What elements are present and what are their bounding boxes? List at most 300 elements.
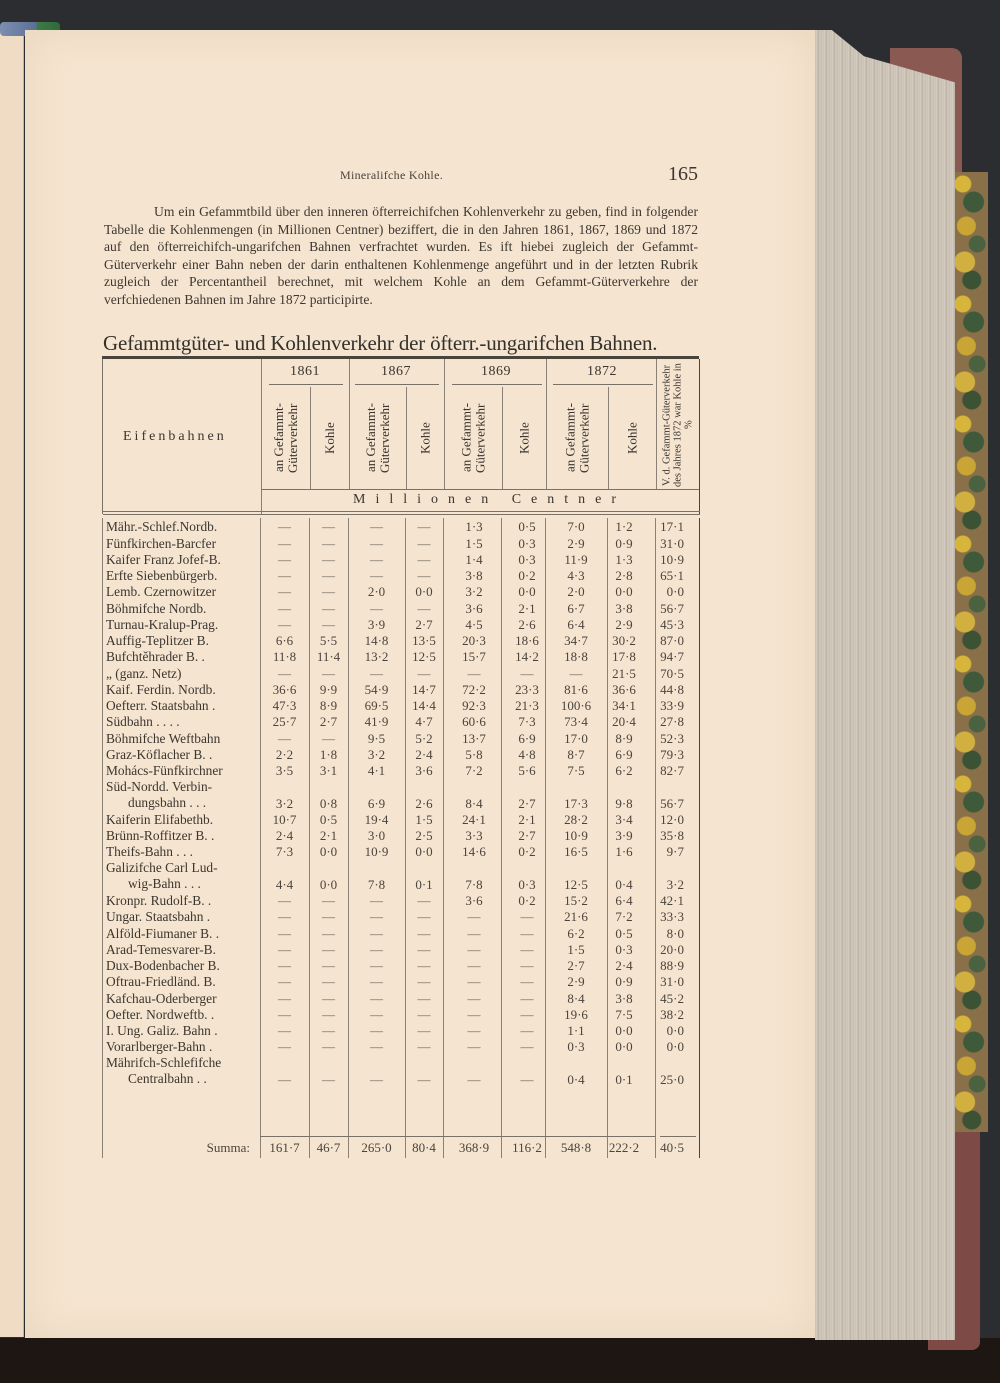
value-cell: 25·0 (660, 1071, 684, 1087)
value-cell: 31·0 (660, 974, 684, 990)
value-cell: 5·6 (518, 763, 536, 778)
value-cell: — (278, 925, 291, 941)
value-cell: 0·0 (615, 584, 633, 600)
value-cell: — (322, 990, 335, 1006)
railway-name-line1: Süd-Nordd. Verbin- (106, 778, 213, 794)
value-cell: 72·2 (462, 681, 486, 697)
summa-value: 548·8 (560, 1140, 592, 1155)
value-cell: 20·3 (462, 633, 486, 648)
value-cell: 69·5 (364, 698, 389, 713)
value-cell: 10·9 (364, 844, 389, 860)
value-cell: — (278, 1006, 291, 1022)
value-cell: 14·6 (462, 844, 486, 860)
table-row (102, 843, 699, 859)
railway-name: Auffig-Teplitzer B. (106, 633, 209, 648)
value-cell: — (569, 665, 583, 681)
railway-name (102, 779, 260, 811)
value-cell: 6·9 (518, 730, 536, 746)
value-cell: 3·3 (465, 828, 483, 843)
page-stack-edge (815, 30, 955, 1340)
column-divider (699, 518, 700, 1158)
value-cell: — (467, 1006, 481, 1022)
value-cell: 9·5 (367, 730, 386, 746)
value-cell: — (278, 519, 291, 535)
table-row (102, 778, 699, 811)
value-cell: — (322, 925, 335, 941)
value-cell: — (370, 535, 383, 551)
summa-value: 46·7 (316, 1140, 341, 1155)
value-cell: — (370, 893, 383, 908)
value-cell: 2·0 (567, 584, 585, 600)
value-cell: 7·2 (465, 763, 483, 778)
value-cell: 2·1 (518, 600, 536, 616)
value-cell: 17·3 (564, 795, 588, 811)
value-cell: 88·9 (660, 958, 684, 973)
table-row (102, 941, 699, 957)
railway-name (102, 860, 260, 892)
divider (452, 384, 542, 385)
year-1867: 1867 (381, 364, 411, 379)
divider (355, 384, 439, 385)
table-row (102, 567, 699, 583)
value-cell: 3·8 (465, 568, 483, 583)
value-cell: 7·5 (567, 763, 585, 778)
value-cell: 1·5 (465, 535, 483, 551)
value-cell: 42·1 (660, 893, 684, 908)
railway-name: Theifs-Bahn . . . (106, 844, 194, 860)
value-cell: — (520, 990, 534, 1006)
value-cell: 2·9 (615, 616, 633, 632)
summa-row (102, 1140, 699, 1156)
value-cell: 0·2 (518, 844, 536, 860)
value-cell: 6·7 (567, 600, 585, 616)
value-cell: — (417, 1039, 431, 1055)
value-cell: 34·7 (564, 633, 588, 648)
value-cell: — (370, 519, 383, 535)
table-header (102, 359, 699, 514)
value-cell: 0·0 (666, 584, 684, 600)
table-row (102, 599, 699, 615)
table-row (102, 989, 699, 1005)
value-cell: 82·7 (660, 763, 684, 778)
value-cell: — (370, 1006, 383, 1022)
summa-value: 368·9 (458, 1140, 490, 1155)
railway-name: Alföld-Fiumaner B. . (106, 925, 220, 941)
value-cell: 12·5 (412, 649, 436, 665)
value-cell: 9·7 (666, 844, 684, 860)
table-row (102, 551, 699, 567)
value-cell: — (370, 1023, 383, 1038)
table-row (102, 859, 699, 892)
summa-value: 222·2 (608, 1140, 640, 1155)
table-row (102, 518, 699, 534)
year-1869: 1869 (481, 364, 511, 379)
subcol-coal-1869: Kohle (516, 422, 532, 454)
value-cell: 52·3 (660, 730, 684, 746)
value-cell: 100·6 (560, 698, 592, 713)
divider (261, 489, 699, 490)
value-cell: 0·4 (615, 876, 633, 892)
value-cell: 21·5 (612, 665, 636, 681)
subcol-coal-1872: Kohle (624, 422, 640, 454)
value-cell: 3·5 (275, 763, 294, 778)
value-cell: 3·9 (367, 616, 386, 632)
value-cell: — (370, 665, 383, 681)
table-row (102, 957, 699, 973)
value-cell: 7·2 (615, 909, 633, 925)
value-cell: 34·1 (612, 698, 636, 713)
value-cell: — (417, 519, 431, 535)
railway-name: Böhmifche Nordb. (106, 600, 207, 616)
value-cell: — (520, 1023, 534, 1038)
value-cell: — (278, 535, 291, 551)
divider (546, 359, 547, 489)
value-cell: 3·6 (415, 763, 433, 778)
value-cell: — (370, 909, 383, 925)
value-cell: — (278, 551, 291, 567)
value-cell: — (467, 1071, 481, 1087)
value-cell: 60·6 (462, 714, 486, 730)
value-cell: — (520, 665, 534, 681)
value-cell: — (370, 958, 383, 973)
value-cell: 2·9 (567, 535, 585, 551)
railway-name: Kaif. Ferdin. Nordb. (106, 681, 216, 697)
table-row (102, 811, 699, 827)
value-cell: — (278, 941, 291, 957)
value-cell: — (417, 568, 431, 583)
value-cell: 0·1 (415, 876, 433, 892)
value-cell: — (322, 519, 335, 535)
value-cell: 45·2 (660, 990, 684, 1006)
value-cell: — (467, 665, 481, 681)
table-row (102, 729, 699, 745)
value-cell: 3·0 (367, 828, 386, 843)
value-cell: 8·9 (319, 698, 338, 713)
value-cell: — (322, 941, 335, 957)
railway-name: Oefter. Nordweftb. . (106, 1006, 215, 1022)
value-cell: 18·8 (564, 649, 588, 665)
value-cell: 2·0 (367, 584, 386, 600)
value-cell: 11·4 (316, 649, 341, 665)
value-cell: 1·8 (319, 746, 338, 762)
value-cell: — (467, 958, 481, 973)
value-cell: 0·4 (567, 1071, 585, 1087)
value-cell: 8·7 (567, 746, 585, 762)
value-cell: — (520, 958, 534, 973)
value-cell: 2·6 (518, 616, 536, 632)
value-cell: 54·9 (364, 681, 389, 697)
value-cell: 15·2 (564, 893, 588, 908)
value-cell: — (278, 909, 291, 925)
value-cell: — (417, 990, 431, 1006)
value-cell: — (417, 535, 431, 551)
table-body (102, 518, 699, 1155)
value-cell: 6·2 (567, 925, 585, 941)
percent-header: V. d. Gefammt-Güterverkehr des Jahres 1872 war Kohle in % (661, 363, 695, 487)
value-cell: 3·2 (465, 584, 483, 600)
value-cell: — (322, 535, 335, 551)
summa-value: 40·5 (660, 1140, 684, 1155)
value-cell: 20·4 (612, 714, 636, 730)
value-cell: — (467, 1023, 481, 1038)
value-cell: 3·2 (367, 746, 386, 762)
value-cell: 1·6 (615, 844, 633, 860)
value-cell: 0·3 (615, 941, 633, 957)
value-cell: — (278, 730, 291, 746)
summa-rule (260, 1136, 655, 1137)
value-cell: — (278, 616, 291, 632)
value-cell: 21·6 (564, 909, 588, 925)
value-cell: 0·9 (615, 535, 633, 551)
value-cell: — (322, 584, 335, 600)
table-row (102, 1038, 699, 1054)
value-cell: 0·3 (518, 551, 536, 567)
value-cell: 4·7 (415, 714, 433, 730)
value-cell: 31·0 (660, 535, 684, 551)
dark-backdrop (0, 1338, 1000, 1383)
railway-name: Turnau-Kralup-Prag. (106, 616, 219, 632)
value-cell: 17·0 (564, 730, 588, 746)
value-cell: 18·6 (515, 633, 539, 648)
value-cell: — (278, 600, 291, 616)
table-row (102, 697, 699, 713)
value-cell: 0·0 (666, 1039, 684, 1055)
value-cell: 8·0 (666, 925, 684, 941)
value-cell: — (467, 925, 481, 941)
value-cell: 14·8 (364, 633, 389, 648)
value-cell: 28·2 (564, 811, 588, 827)
table-title: Gefammtgüter- und Kohlenverkehr der öfterr.-ungarifchen Bahnen. (103, 331, 658, 355)
railway-name: Kafchau-Oderberger (106, 990, 217, 1006)
value-cell: — (322, 958, 335, 973)
value-cell: 2·7 (415, 616, 433, 632)
value-cell: 6·9 (615, 746, 633, 762)
value-cell: 7·8 (465, 876, 483, 892)
divider (261, 359, 262, 514)
table-row (102, 892, 699, 908)
value-cell: — (370, 551, 383, 567)
value-cell: 0·0 (615, 1023, 633, 1038)
value-cell: — (417, 958, 431, 973)
value-cell: — (417, 1023, 431, 1038)
value-cell: — (278, 665, 291, 681)
value-cell: 73·4 (564, 714, 588, 730)
subcol-coal-1861: Kohle (322, 422, 337, 454)
value-cell: — (278, 1071, 291, 1087)
value-cell: — (370, 1039, 383, 1055)
value-cell: — (467, 909, 481, 925)
value-cell: — (467, 974, 481, 990)
value-cell: — (520, 1071, 534, 1087)
value-cell: 19·4 (364, 811, 389, 827)
divider (699, 359, 700, 514)
page-number: 165 (668, 163, 698, 185)
table-row (102, 534, 699, 550)
value-cell: — (278, 958, 291, 973)
value-cell: 13·5 (412, 633, 436, 648)
value-cell: 0·5 (615, 925, 633, 941)
table-row (102, 616, 699, 632)
value-cell: 36·6 (272, 681, 297, 697)
value-cell: 35·8 (660, 828, 684, 843)
value-cell: 0·0 (518, 584, 536, 600)
railway-name-line1: Galizifche Carl Lud- (106, 859, 218, 875)
table-row (102, 762, 699, 778)
railway-name: Lemb. Czernowitzer (106, 584, 217, 600)
value-cell: 7·5 (615, 1006, 633, 1022)
year-1872: 1872 (587, 364, 617, 379)
value-cell: 10·9 (660, 551, 684, 567)
value-cell: 2·7 (518, 828, 536, 843)
railway-name: Brünn-Roffitzer B. . (106, 828, 215, 843)
summa-value: 265·0 (361, 1140, 392, 1155)
value-cell: — (417, 551, 431, 567)
value-cell: — (322, 893, 335, 908)
value-cell: 30·2 (612, 633, 636, 648)
row-header-label: Eifenbahnen (123, 429, 227, 444)
value-cell: 4·8 (518, 746, 536, 762)
summa-rule (660, 1136, 696, 1137)
value-cell: 7·8 (367, 876, 386, 892)
value-cell: 3·9 (615, 828, 633, 843)
value-cell: 1·5 (415, 811, 433, 827)
table-row (102, 632, 699, 648)
value-cell: — (370, 568, 383, 583)
value-cell: — (520, 1006, 534, 1022)
railway-name: Kronpr. Rudolf-B. . (106, 893, 212, 908)
value-cell: — (322, 909, 335, 925)
value-cell: — (417, 925, 431, 941)
value-cell: 36·6 (612, 681, 636, 697)
value-cell: 11·8 (272, 649, 297, 665)
value-cell: 12·5 (564, 876, 588, 892)
table-row (102, 973, 699, 989)
value-cell: — (370, 1071, 383, 1087)
value-cell: 0·3 (518, 876, 536, 892)
value-cell: 6·2 (615, 763, 633, 778)
railway-name: Fünfkirchen-Barcfer (106, 535, 217, 551)
value-cell: — (520, 941, 534, 957)
railway-name: Arad-Temesvarer-B. (106, 941, 216, 957)
value-cell: — (322, 730, 335, 746)
value-cell: — (417, 1071, 431, 1087)
value-cell: 6·6 (275, 633, 294, 648)
value-cell: — (520, 1039, 534, 1055)
value-cell: 13·7 (462, 730, 486, 746)
value-cell: — (467, 990, 481, 1006)
value-cell: — (370, 600, 383, 616)
value-cell: 3·2 (275, 795, 294, 811)
value-cell: 0·0 (415, 584, 433, 600)
value-cell: 7·3 (518, 714, 536, 730)
value-cell: — (278, 974, 291, 990)
value-cell: — (417, 1006, 431, 1022)
value-cell: 8·4 (465, 795, 483, 811)
value-cell: 19·6 (564, 1006, 588, 1022)
value-cell: 2·7 (518, 795, 536, 811)
railway-name: Graz-Köflacher B. . (106, 746, 213, 762)
table-row (102, 924, 699, 940)
value-cell: 2·7 (567, 958, 585, 973)
value-cell: 6·4 (567, 616, 585, 632)
value-cell: 7·3 (275, 844, 294, 860)
value-cell: 3·8 (615, 990, 633, 1006)
value-cell: 2·7 (319, 714, 338, 730)
value-cell: 0·2 (518, 893, 536, 908)
value-cell: 87·0 (660, 633, 684, 648)
value-cell: 4·5 (465, 616, 483, 632)
table-row (102, 746, 699, 762)
intro-text: Um ein Gefammtbild über den inneren öfterreichifchen Kohlenverkehr zu geben, find in folgender Tabelle die Kohlenmengen (in Millionen Centner) beziffert, die in den Jahren 1861, 1867, 1869 und 1872 auf den öfterreichifch-ungarifchen Bahnen verfrachtet wurden. Es ift hiebei zugleich der Gefammt-Güterverkehr einer Bahn neben der darin enthaltenen Kohlenmenge angeführt und in der letzten Rubrik zugleich der Percentantheil berechnet, mit welchem Kohle an dem Gefammt-Güterverkehre der verfchiedenen Bahnen im Jahre 1872 participirte. (104, 204, 698, 307)
value-cell: 16·5 (564, 844, 588, 860)
unit-label: Millionen Centner (353, 492, 627, 507)
value-cell: 3·6 (465, 893, 483, 908)
value-cell: — (417, 909, 431, 925)
value-cell: — (322, 568, 335, 583)
value-cell: — (370, 974, 383, 990)
value-cell: 2·4 (615, 958, 633, 973)
value-cell: 0·3 (567, 1039, 585, 1055)
value-cell: 21·3 (515, 698, 539, 713)
value-cell: 81·6 (564, 681, 588, 697)
value-cell: 1·1 (567, 1023, 585, 1038)
value-cell: 17·1 (660, 519, 684, 535)
value-cell: — (417, 941, 431, 957)
railway-name-line2: dungsbahn . . . (128, 794, 207, 810)
value-cell: 15·7 (462, 649, 486, 665)
value-cell: 47·3 (272, 698, 297, 713)
value-cell: 6·4 (615, 893, 633, 908)
value-cell: — (520, 974, 534, 990)
value-cell: 0·0 (666, 1023, 684, 1038)
value-cell: 1·3 (615, 551, 633, 567)
value-cell: 70·5 (660, 665, 684, 681)
value-cell: — (278, 584, 291, 600)
subcol-total-1867: an Gefammt-Güterverkehr (363, 403, 392, 473)
value-cell: — (322, 665, 335, 681)
table-row (102, 908, 699, 924)
running-head: Mineralifche Kohle. (340, 168, 443, 182)
value-cell: 10·9 (564, 828, 588, 843)
railway-name: Mähr.-Schlef.Nordb. (106, 519, 218, 535)
value-cell: 9·9 (319, 681, 338, 697)
value-cell: 4·4 (275, 876, 294, 892)
value-cell: 2·6 (415, 795, 433, 811)
value-cell: 5·2 (415, 730, 433, 746)
value-cell: — (467, 1039, 481, 1055)
value-cell: 56·7 (660, 795, 684, 811)
table-row (102, 1054, 699, 1087)
value-cell: 0·8 (319, 795, 338, 811)
value-cell: 24·1 (462, 811, 486, 827)
summa-value: 116·2 (512, 1140, 542, 1155)
value-cell: — (417, 600, 431, 616)
railway-name: Erfte Siebenbürgerb. (106, 568, 218, 583)
value-cell: 0·0 (615, 1039, 633, 1055)
value-cell: 4·3 (567, 568, 585, 583)
value-cell: — (322, 1071, 335, 1087)
railway-name: I. Ung. Galiz. Bahn . (106, 1023, 218, 1038)
value-cell: 8·4 (567, 990, 585, 1006)
value-cell: 2·1 (518, 811, 536, 827)
value-cell: 4·1 (367, 763, 386, 778)
subcol-total-1861: an Gefammt-Güterverkehr (271, 403, 300, 473)
value-cell: 2·1 (319, 828, 338, 843)
value-cell: 0·2 (518, 568, 536, 583)
value-cell: 0·9 (615, 974, 633, 990)
subcol-total-1872: an Gefammt-Güterverkehr (562, 403, 592, 473)
value-cell: 14·2 (515, 649, 539, 665)
